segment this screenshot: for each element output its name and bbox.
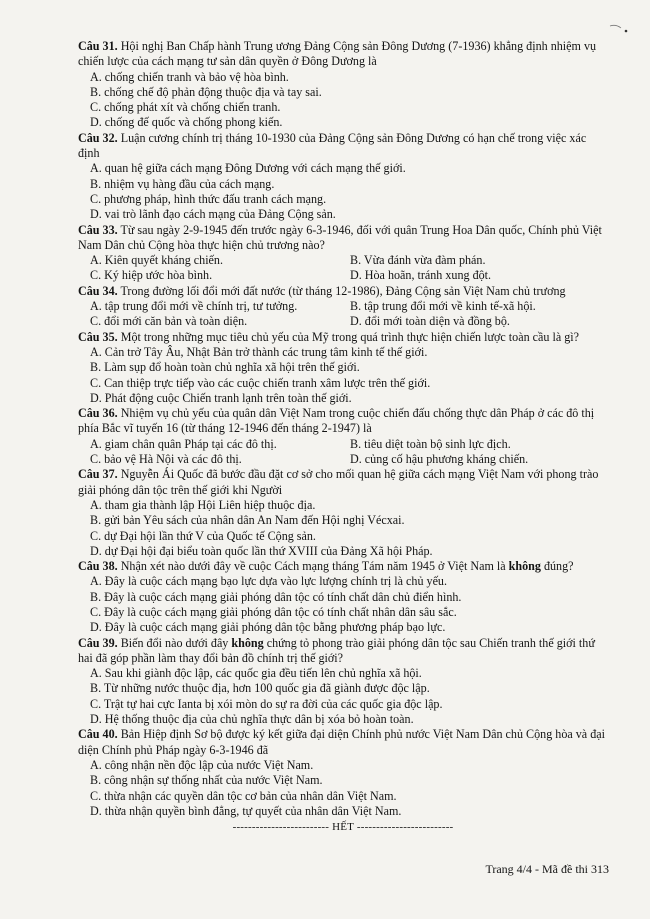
question-stem: Bản Hiệp định Sơ bộ được ký kết giữa đại diện Chính phủ nước Việt Nam Dân chủ Cộng hòa và đại diện Chính phủ Pháp ngày 6-3-1946 đã — [78, 727, 605, 757]
question-number: Câu 34. — [78, 283, 118, 298]
question-34 — [78, 284, 608, 330]
option-d: D. củng cố hậu phương kháng chiến. — [350, 452, 529, 467]
option-d: D. vai trò lãnh đạo cách mạng của Đảng Cộng sản. — [90, 207, 336, 222]
option-c: C. chống phát xít và chống chiến tranh. — [90, 100, 281, 115]
question-31 — [78, 39, 608, 131]
option-b: B. Đây là cuộc cách mạng giải phóng dân tộc có tính chất dân chủ điển hình. — [90, 589, 462, 604]
option-b: B. gửi bản Yêu sách của nhân dân An Nam đến Hội nghị Vécxai. — [90, 513, 405, 528]
option-c: C. thừa nhận các quyền dân tộc cơ bản của nhân dân Việt Nam. — [90, 788, 397, 803]
question-stem: Nhiệm vụ chủ yếu của quân dân Việt Nam trong cuộc chiến đấu chống thực dân Pháp ở các đô thị phía Bắc vĩ tuyến 16 (từ tháng 12-1946 đến tháng 2-1947) là — [78, 406, 595, 436]
option-d: D. chống đế quốc và chống phong kiến. — [90, 115, 283, 130]
question-32 — [78, 131, 608, 223]
option-a: A. Sau khi giành độc lập, các quốc gia đều tiến lên chủ nghĩa xã hội. — [90, 666, 422, 681]
option-a: A. Đây là cuộc cách mạng bạo lực dựa vào lực lượng chính trị là chủ yếu. — [90, 574, 448, 589]
option-a: A. quan hệ giữa cách mạng Đông Dương với cách mạng thế giới. — [90, 161, 406, 176]
option-b: B. tập trung đổi mới về kinh tế-xã hội. — [350, 299, 536, 314]
question-stem: Hội nghị Ban Chấp hành Trung ương Đảng Cộng sản Đông Dương (7-1936) khẳng định nhiệm vụ chiến lược của cách mạng tư sản dân quyền ở Đông Dương là — [78, 39, 597, 69]
option-a: A. giam chân quân Pháp tại các đô thị. — [90, 436, 277, 451]
option-a: A. Kiên quyết kháng chiến. — [90, 253, 223, 268]
question-stem: Biến đổi nào dưới đây — [120, 635, 232, 650]
option-d: D. Phát động cuộc Chiến tranh lạnh trên toàn thế giới. — [90, 390, 352, 405]
emphasis-word: không — [231, 635, 264, 650]
question-number: Câu 35. — [78, 329, 118, 344]
scan-mark — [608, 22, 630, 34]
option-c: C. đổi mới căn bản và toàn diện. — [90, 314, 248, 329]
option-d: D. dự Đại hội đại biểu toàn quốc lần thứ XVIII của Đảng Xã hội Pháp. — [90, 543, 433, 558]
question-40 — [78, 727, 608, 819]
option-b: B. Làm sụp đổ hoàn toàn chủ nghĩa xã hội trên thế giới. — [90, 360, 360, 375]
option-b: B. tiêu diệt toàn bộ sinh lực địch. — [350, 436, 511, 451]
question-stem-end: đúng? — [540, 559, 574, 574]
option-b: B. nhiệm vụ hàng đầu của cách mạng. — [90, 176, 275, 191]
option-d: D. Hòa hoãn, tránh xung đột. — [350, 268, 492, 283]
question-39 — [78, 636, 608, 728]
option-b: B. công nhận sự thống nhất của nước Việt Nam. — [90, 773, 323, 788]
question-stem: Luận cương chính trị tháng 10-1930 của Đảng Cộng sản Đông Dương có hạn chế trong việc xác định — [78, 130, 587, 161]
option-c: C. bảo vệ Hà Nội và các đô thị. — [90, 452, 242, 467]
option-c: C. Can thiệp trực tiếp vào các cuộc chiến tranh xâm lược trên thế giới. — [90, 375, 431, 390]
option-c: C. Ký hiệp ước hòa bình. — [90, 268, 213, 283]
question-36 — [78, 406, 608, 467]
option-d: D. đổi mới toàn diện và đồng bộ. — [350, 314, 510, 329]
question-number: Câu 38. — [78, 559, 118, 574]
end-marker: ------------------------- HẾT ------------------------- — [232, 821, 454, 834]
option-b: B. Từ những nước thuộc địa, hơn 100 quốc gia đã giành được độc lập. — [90, 681, 430, 696]
question-37 — [78, 467, 608, 559]
option-c: C. Đây là cuộc cách mạng giải phóng dân tộc có tính chất nhân dân sâu sắc. — [90, 604, 457, 619]
question-number: Câu 36. — [78, 406, 118, 421]
question-33 — [78, 223, 608, 284]
option-d: D. thừa nhận quyền bình đẳng, tự quyết của nhân dân Việt Nam. — [90, 803, 402, 818]
question-38 — [78, 559, 608, 635]
option-a: A. tham gia thành lập Hội Liên hiệp thuộc địa. — [90, 497, 316, 512]
option-b: B. Vừa đánh vừa đàm phán. — [350, 253, 486, 268]
emphasis-word: không — [508, 559, 541, 574]
question-number: Câu 37. — [78, 467, 118, 482]
question-stem: Nhận xét nào dưới đây về cuộc Cách mạng tháng Tám năm 1945 ở Việt Nam là — [120, 559, 509, 574]
question-stem: Một trong những mục tiêu chủ yếu của Mỹ trong quá trình thực hiện chiến lược toàn cầu là gì? — [120, 329, 579, 344]
option-d: D. Đây là cuộc cách mạng giải phóng dân tộc bằng phương pháp bạo lực. — [90, 620, 446, 635]
exam-page — [78, 39, 608, 835]
question-35 — [78, 330, 608, 406]
question-stem: Trong đường lối đổi mới đất nước (từ tháng 12-1986), Đảng Cộng sản Việt Nam chủ trương — [120, 283, 566, 298]
option-c: C. dự Đại hội lần thứ V của Quốc tế Cộng sản. — [90, 528, 316, 543]
question-stem-end: chứng tỏ phong trào giải phóng dân tộc sau Chiến tranh thế giới thứ hai đã góp phần làm thay đổi bản đồ chính trị thế giới? — [78, 635, 595, 665]
question-stem: Nguyễn Ái Quốc đã bước đầu đặt cơ sở cho mối quan hệ giữa cách mạng Việt Nam với phong trào giải phóng dân tộc trên thế giới khi Người — [78, 467, 599, 497]
page-footer: Trang 4/4 - Mã đề thi 313 — [485, 862, 609, 876]
option-a: A. tập trung đổi mới về chính trị, tư tưởng. — [90, 299, 298, 314]
question-number: Câu 31. — [78, 39, 118, 53]
question-number: Câu 40. — [78, 727, 118, 742]
option-a: A. chống chiến tranh và bảo vệ hòa bình. — [90, 69, 289, 84]
option-c: C. phương pháp, hình thức đấu tranh cách mạng. — [90, 191, 327, 206]
option-a: A. công nhận nền độc lập của nước Việt Nam. — [90, 757, 314, 772]
question-number: Câu 33. — [78, 222, 118, 237]
option-b: B. chống chế độ phản động thuộc địa và tay sai. — [90, 84, 322, 99]
option-c: C. Trật tự hai cực Ianta bị xói mòn do sự ra đời của các quốc gia độc lập. — [90, 696, 443, 711]
option-a: A. Cản trở Tây Âu, Nhật Bản trở thành các trung tâm kinh tế thế giới. — [90, 344, 428, 359]
question-number: Câu 32. — [78, 130, 118, 145]
option-d: D. Hệ thống thuộc địa của chủ nghĩa thực dân bị xóa bỏ hoàn toàn. — [90, 712, 414, 727]
question-number: Câu 39. — [78, 635, 118, 650]
question-stem: Từ sau ngày 2-9-1945 đến trước ngày 6-3-1946, đối với quân Trung Hoa Dân quốc, Chính phủ Việt Nam Dân chủ Cộng hòa thực hiện chủ trương nào? — [78, 222, 602, 252]
